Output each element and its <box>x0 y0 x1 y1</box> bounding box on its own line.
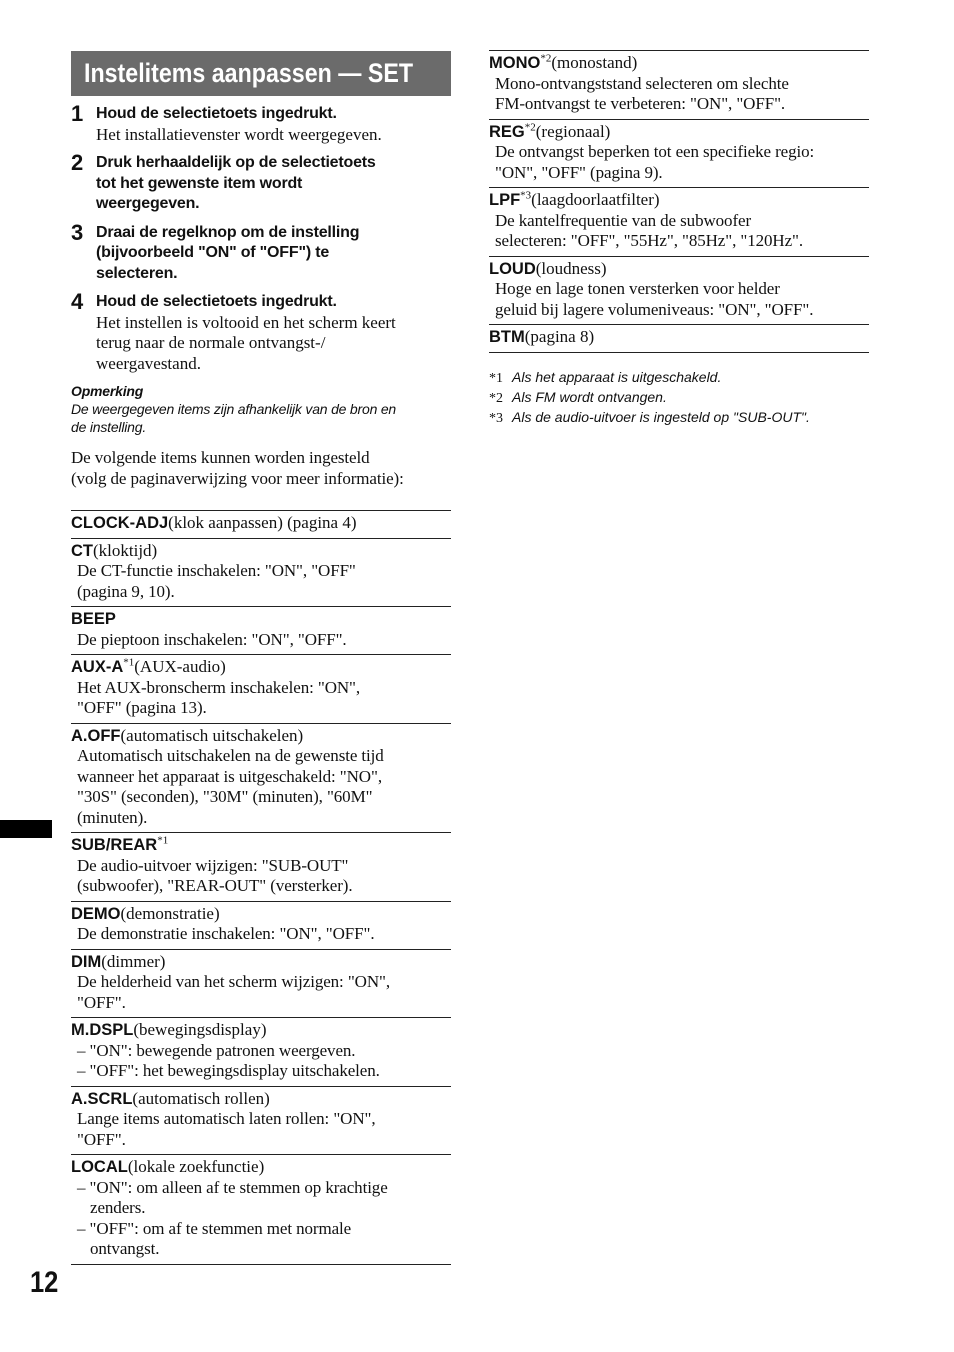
setting-detail: – "ON": om alleen af te stemmen op krachtige <box>77 1177 388 1197</box>
setting-detail: De pieptoon inschakelen: "ON", "OFF". <box>77 629 347 649</box>
step-number: 4 <box>71 289 84 314</box>
footnote-ref: *2 <box>540 52 552 65</box>
page-number: 12 <box>30 1266 59 1299</box>
steps-list <box>71 101 451 374</box>
step-title: (bijvoorbeeld "ON" of "OFF") te <box>96 244 330 261</box>
setting-name: MONO <box>489 54 541 72</box>
setting-detail: De helderheid van het scherm wijzigen: "ON", <box>77 972 391 991</box>
footnote-text: Als het apparaat is uitgeschakeld. <box>512 368 722 385</box>
setting-detail: FM-ontvangst te verbeteren: "ON", "OFF". <box>495 94 786 113</box>
setting-name: AUX-A <box>71 658 124 676</box>
step-title: Houd de selectietoets ingedrukt. <box>96 105 337 122</box>
footnote-mark: *1 <box>489 370 503 386</box>
step-body: Het instellen is voltooid en het scherm keert <box>96 312 396 332</box>
setting-description: (kloktijd) <box>93 540 158 560</box>
step-body: Het installatievenster wordt weergegeven. <box>96 124 382 144</box>
step <box>71 289 451 374</box>
setting-name: BTM <box>489 328 525 346</box>
footnote-mark: *2 <box>489 390 503 406</box>
footnote-mark: *3 <box>489 410 503 426</box>
step-body: weergavestand. <box>96 353 201 373</box>
setting-item <box>71 654 451 723</box>
step <box>71 219 451 285</box>
setting-description: (regionaal) <box>535 121 611 141</box>
setting-heading <box>71 1089 451 1110</box>
step-body: terug naar de normale ontvangst-/ <box>96 333 326 352</box>
footnote-ref: *3 <box>520 189 532 202</box>
footnote-ref: *1 <box>157 834 169 847</box>
setting-name: LPF <box>489 191 521 209</box>
setting-description: (bewegingsdisplay) <box>133 1020 267 1039</box>
settings-table-right <box>489 50 869 353</box>
setting-detail: De ontvangst beperken tot een specifieke regio: <box>495 142 815 161</box>
setting-description: (loudness) <box>535 258 607 278</box>
setting-detail: (minuten). <box>77 807 148 827</box>
setting-heading <box>71 1157 451 1178</box>
setting-item <box>71 949 451 1018</box>
setting-detail: zenders. <box>90 1198 146 1217</box>
settings-table-left <box>71 510 451 1265</box>
note-text: de instelling. <box>71 419 147 435</box>
setting-detail: geluid bij lagere volumeniveaus: "ON", "OFF". <box>495 299 814 319</box>
step-title: selecteren. <box>96 264 178 282</box>
step-title: Houd de selectietoets ingedrukt. <box>96 293 337 310</box>
footnote-text: Als de audio-uitvoer is ingesteld op "SUB-OUT". <box>512 408 810 425</box>
intro-line: (volg de paginaverwijzing voor meer informatie): <box>71 468 404 488</box>
setting-description: (AUX-audio) <box>134 657 226 676</box>
setting-item <box>71 832 451 901</box>
step-number: 1 <box>71 101 84 126</box>
setting-name: DEMO <box>71 904 121 923</box>
setting-detail: De kantelfrequentie van de subwoofer <box>495 210 752 230</box>
setting-heading <box>71 513 451 534</box>
setting-description: (demonstratie) <box>120 903 220 923</box>
setting-description: (monostand) <box>551 53 638 72</box>
setting-item <box>489 119 869 188</box>
setting-detail: "30S" (seconden), "30M" (minuten), "60M" <box>77 787 373 806</box>
setting-item <box>489 324 869 352</box>
footnote <box>489 388 869 408</box>
setting-description: (automatisch rollen) <box>132 1088 270 1108</box>
setting-detail: Automatisch uitschakelen na de gewenste tijd <box>77 746 384 765</box>
setting-detail: – "ON": bewegende patronen weergeven. <box>77 1040 356 1060</box>
setting-name: A.SCRL <box>71 1089 133 1108</box>
setting-item <box>71 606 451 654</box>
setting-description: (laagdoorlaatfilter) <box>531 190 660 209</box>
setting-heading <box>71 609 451 630</box>
setting-heading <box>71 904 451 925</box>
setting-detail: wanneer het apparaat is uitgeschakeld: "NO", <box>77 766 382 786</box>
step-title: tot het gewenste item wordt <box>96 174 303 192</box>
setting-detail: – "OFF": om af te stemmen met normale <box>77 1218 352 1238</box>
setting-description: (automatisch uitschakelen) <box>120 725 304 745</box>
footnote <box>489 368 869 388</box>
setting-description: (klok aanpassen) (pagina 4) <box>168 513 357 532</box>
setting-detail: Mono-ontvangststand selecteren om slechte <box>495 73 789 93</box>
setting-name: CT <box>71 541 93 560</box>
step-number: 2 <box>71 150 84 175</box>
setting-detail: "ON", "OFF" (pagina 9). <box>495 162 663 182</box>
intro-line: De volgende items kunnen worden ingesteld <box>71 448 370 467</box>
setting-detail: selecteren: "OFF", "55Hz", "85Hz", "120Hz". <box>495 231 804 250</box>
setting-detail: Hoge en lage tonen versterken voor helder <box>495 279 780 298</box>
setting-item <box>71 1154 451 1264</box>
setting-detail: "OFF". <box>77 1129 126 1149</box>
setting-description: (pagina 8) <box>524 327 595 346</box>
setting-detail: Lange items automatisch laten rollen: "ON", <box>77 1109 376 1128</box>
setting-item <box>489 50 869 119</box>
setting-heading <box>71 835 451 856</box>
section-tab-marker <box>0 820 52 838</box>
step-number: 3 <box>71 219 84 245</box>
setting-name: LOUD <box>489 259 536 278</box>
setting-name: A.OFF <box>71 726 121 745</box>
setting-description: (dimmer) <box>101 951 166 971</box>
setting-heading <box>71 952 451 973</box>
section-title <box>71 51 451 96</box>
setting-item <box>71 901 451 949</box>
setting-item <box>71 723 451 833</box>
setting-heading <box>71 726 451 747</box>
setting-detail: – "OFF": het bewegingsdisplay uitschakelen. <box>77 1061 380 1080</box>
right-column <box>489 50 869 428</box>
setting-item <box>489 256 869 325</box>
setting-detail: ontvangst. <box>90 1239 160 1258</box>
step-title: Druk herhaaldelijk op de selectietoets <box>96 154 376 171</box>
note <box>71 382 451 436</box>
setting-detail: "OFF". <box>77 992 126 1012</box>
step-title: Draai de regelknop om de instelling <box>96 223 360 241</box>
section-title-text: Instelitems aanpassen — SET <box>84 58 414 88</box>
setting-item <box>489 187 869 256</box>
setting-heading <box>71 1020 451 1041</box>
footnote-ref: *1 <box>123 656 135 669</box>
setting-name: LOCAL <box>71 1158 128 1176</box>
setting-item <box>71 1017 451 1086</box>
setting-item <box>71 538 451 607</box>
setting-detail: De audio-uitvoer wijzigen: "SUB-OUT" <box>77 855 349 875</box>
setting-name: CLOCK-ADJ <box>71 514 169 532</box>
setting-item <box>71 510 451 538</box>
note-title: Opmerking <box>71 383 144 399</box>
left-column <box>71 51 451 1265</box>
setting-heading <box>489 327 869 348</box>
setting-heading <box>489 122 869 143</box>
setting-heading <box>71 541 451 562</box>
footnotes <box>489 368 869 428</box>
setting-name: BEEP <box>71 610 116 628</box>
setting-heading <box>489 190 869 211</box>
setting-name: M.DSPL <box>71 1021 134 1039</box>
setting-heading <box>71 657 451 678</box>
setting-detail: De demonstratie inschakelen: "ON", "OFF". <box>77 924 375 943</box>
setting-item <box>71 1086 451 1155</box>
note-text: De weergegeven items zijn afhankelijk van de bron en <box>71 401 397 417</box>
setting-detail: De CT-functie inschakelen: "ON", "OFF" <box>77 561 356 580</box>
setting-detail: "OFF" (pagina 13). <box>77 698 207 717</box>
setting-heading <box>489 53 869 74</box>
setting-description: (lokale zoekfunctie) <box>127 1157 265 1176</box>
step-title: weergegeven. <box>96 195 200 212</box>
setting-detail: Het AUX-bronscherm inschakelen: "ON", <box>77 677 361 697</box>
footnote <box>489 408 869 428</box>
footnote-text: Als FM wordt ontvangen. <box>512 388 667 405</box>
setting-name: DIM <box>71 952 102 971</box>
setting-heading <box>489 259 869 280</box>
footnote-ref: *2 <box>524 120 536 133</box>
setting-name: SUB/REAR <box>71 836 158 854</box>
step <box>71 101 451 145</box>
step <box>71 150 451 215</box>
setting-name: REG <box>489 122 525 141</box>
intro-paragraph <box>71 448 451 489</box>
setting-detail: (subwoofer), "REAR-OUT" (versterker). <box>77 876 353 895</box>
setting-detail: (pagina 9, 10). <box>77 581 175 601</box>
